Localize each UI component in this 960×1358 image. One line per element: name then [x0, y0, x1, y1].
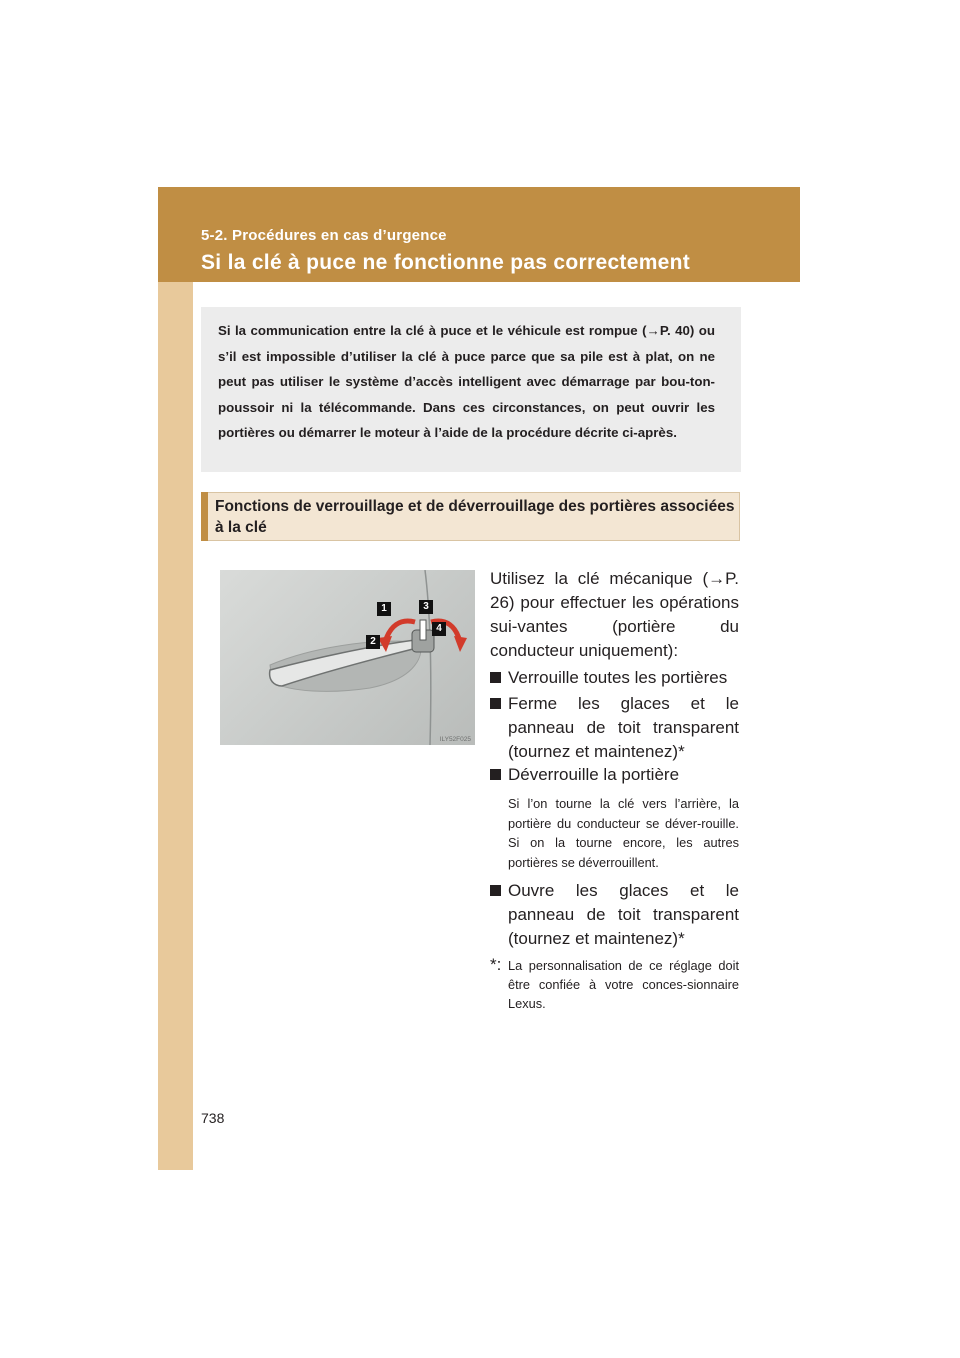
- number-2-icon: [490, 698, 501, 709]
- figure-label-3: 3: [419, 600, 433, 614]
- footnote-marker: *:: [490, 955, 502, 974]
- figure-label-4: 4: [432, 622, 446, 636]
- door-edge-line: [425, 570, 431, 745]
- door-handle-illustration: [220, 570, 475, 745]
- mechanical-key: [420, 620, 426, 640]
- page-number: 738: [201, 1110, 225, 1126]
- figure-label-2: 2: [366, 635, 380, 649]
- unlock-arrow-head: [454, 636, 467, 652]
- intro-text: Si la communication entre la clé à puce et le véhicule est rompue (→P. 40) ou s’il est impossible d’utiliser la clé à puce parce que sa pile est à plat, on ne peut pas utiliser le système d’accès intelligent avec démarrage par bou-ton-poussoir ni la télécommande. Dans ces circonstances, on peut ouvrir les portières ou démarrer le moteur à l’aide de la procédure décrite ci-après.: [218, 323, 715, 440]
- number-1-icon: [490, 672, 501, 683]
- number-3-icon: [490, 769, 501, 780]
- number-4-icon: [490, 885, 501, 896]
- figure-code: ILY52F025: [439, 736, 471, 743]
- section-accent-bar: [201, 492, 208, 541]
- section-title: Fonctions de verrouillage et de déverrouillage des portières associées à la clé: [215, 498, 735, 536]
- list-item-text: Ferme les glaces et le panneau de toit transparent (tournez et maintenez)*: [508, 694, 739, 761]
- footnote-text: La personnalisation de ce réglage doit être confiée à votre conces-sionnaire Lexus.: [508, 958, 739, 1011]
- note-text: Si l’on tourne la clé vers l’arrière, la portière du conducteur se déver-rouille. Si on la tourne encore, les autres portières se déverrouillent.: [508, 796, 739, 870]
- list-item-text: Déverrouille la portière: [508, 765, 680, 784]
- page-title: Si la clé à puce ne fonctionne pas correctement: [201, 251, 691, 274]
- figure-label-1: 1: [377, 602, 391, 616]
- list-item-text: Ouvre les glaces et le panneau de toit transparent (tournez et maintenez)*: [508, 881, 739, 948]
- breadcrumb: 5-2. Procédures en cas d’urgence: [201, 227, 447, 244]
- sidebar-tab: [158, 187, 193, 1170]
- list-item-text: Verrouille toutes les portières: [508, 668, 728, 687]
- lead-paragraph: Utilisez la clé mécanique (→P. 26) pour effectuer les opérations sui-vantes (portière du conducteur uniquement):: [490, 569, 739, 660]
- door-handle-drawing: [220, 570, 475, 745]
